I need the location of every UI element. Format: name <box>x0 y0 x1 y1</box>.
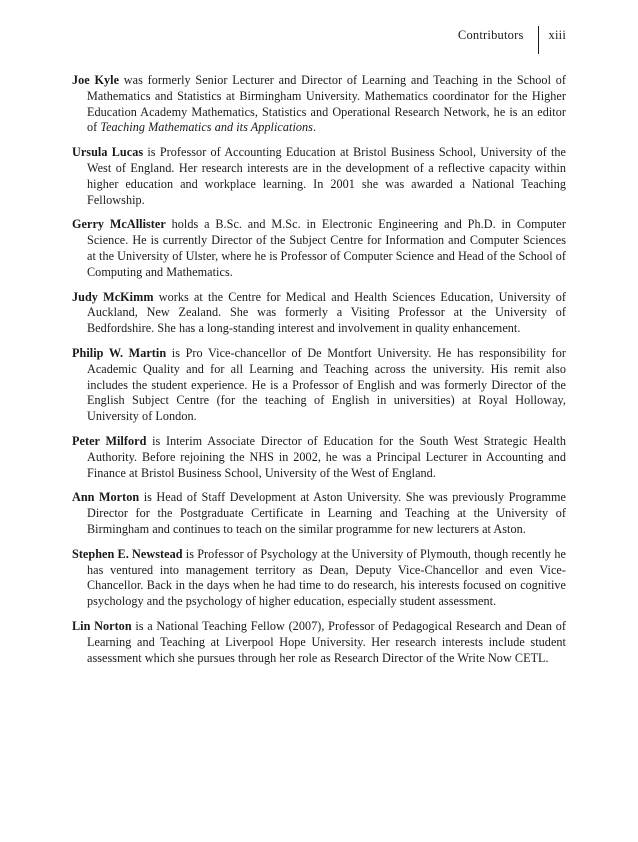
contributor-name: Peter Milford <box>72 433 147 448</box>
contributor-bio: is Professor of Accounting Education at Bristol Business School, University of the West of England. Her research interests are in the development of a reflective capacity within higher education and workplace learning. In 2001 she was awarded a National Teaching Fellowship. <box>87 145 566 207</box>
contributor-name: Ann Morton <box>72 490 140 505</box>
contributor-entry <box>72 145 566 208</box>
contributor-entry <box>72 346 566 425</box>
contributor-entry <box>72 490 566 537</box>
contributor-name: Philip W. Martin <box>72 345 167 360</box>
contributor-name: Gerry McAllister <box>72 217 166 232</box>
contributor-entry <box>72 290 566 337</box>
contributor-bio: is Interim Associate Director of Education for the South West Strategic Health Authority. Before rejoining the NHS in 2002, he was a Principal Lecturer in Accounting and Finance at Bristol Business School, University of the West of England. <box>87 433 566 480</box>
contributor-bio: works at the Centre for Medical and Health Sciences Education, University of Auckland, New Zealand. She was formerly a Visiting Professor at the University of Bedfordshire. She has a long-standing interest and involvement in quality enhancement. <box>87 289 566 336</box>
running-head <box>458 26 566 54</box>
contributor-name: Stephen E. Newstead <box>72 546 183 561</box>
contributor-bio: is Professor of Psychology at the University of Plymouth, though recently he has ventured into management territory as Dean, Deputy Vice-Chancellor and even Vice-Chancellor. Back in the days when he had time to do research, his interests focused on cognitive psychology and the psychology of higher education, especially student assessment. <box>87 546 566 609</box>
contributor-entry <box>72 434 566 481</box>
contributor-list <box>72 73 566 675</box>
contributor-name: Judy McKimm <box>72 289 154 304</box>
contributor-bio: was formerly Senior Lecturer and Director of Learning and Teaching in the School of Mathematics and Statistics at Birmingham University. Mathematics coordinator for the Higher Education Academy Mathematics, Statistics and Operational Research Network, he is an editor of <box>87 73 566 135</box>
journal-title: Teaching Mathematics and its Applications <box>100 120 313 135</box>
contributor-name: Joe Kyle <box>72 73 120 87</box>
contributor-name: Lin Norton <box>72 618 132 633</box>
contributor-bio-end: . <box>312 120 317 135</box>
section-title: Contributors <box>457 28 524 42</box>
contributor-bio: is Head of Staff Development at Aston University. She was previously Programme Director for the Postgraduate Certificate in Learning and Teaching at the University of Birmingham and continues to teach on the similar programme for new lecturers at Aston. <box>87 490 566 536</box>
contributor-name: Ursula Lucas <box>72 145 144 160</box>
contributor-bio: holds a B.Sc. and M.Sc. in Electronic Engineering and Ph.D. in Computer Science. He is currently Director of the Subject Centre for Information and Computer Sciences at the University of Ulster, where he is Professor of Computer Science and Head of the School of Computing and Mathematics. <box>87 217 566 279</box>
contributor-entry <box>72 619 566 666</box>
contributor-bio: is a National Teaching Fellow (2007), Professor of Pedagogical Research and Dean of Learning and Teaching at Liverpool Hope University. Her research interests include student assessment which she pursues through her role as Research Director of the Write Now CETL. <box>87 618 566 665</box>
contributor-entry <box>72 217 566 280</box>
contributor-bio: is Pro Vice-chancellor of De Montfort University. He has responsibility for Academic Quality and for all Learning and Teaching across the university. His remit also includes the student experience. He is a Professor of English and was formerly Director of the English Subject Centre (for the teaching of English in universities) at Royal Holloway, University of London. <box>87 345 566 424</box>
contributor-entry <box>72 73 566 136</box>
page-number: xiii <box>548 28 566 42</box>
contributor-entry <box>72 547 566 610</box>
